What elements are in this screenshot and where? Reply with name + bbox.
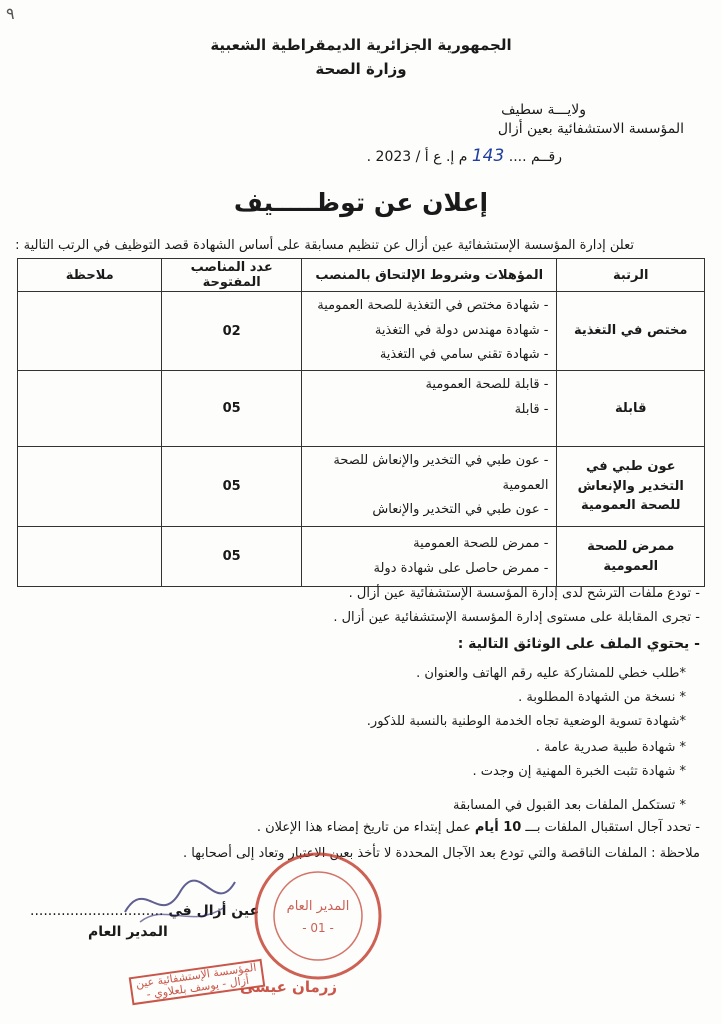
qualifications-cell — [301, 527, 557, 587]
svg-text:المدير العام: المدير العام — [286, 899, 350, 914]
signature-dots: .............................. — [30, 903, 164, 919]
qualification-item: - قابلة للصحة العمومية — [425, 377, 549, 393]
deadline-suffix: عمل إبتداء من تاريخ إمضاء هذا الإعلان . — [256, 820, 471, 835]
rank-cell: قابلة — [557, 371, 705, 447]
header-notes: ملاحظة — [18, 259, 162, 292]
reference-suffix: م إ. ع أ / 2023 . — [366, 149, 468, 165]
document-item: * تستكمل الملفات بعد القبول في المسابقة — [453, 798, 686, 813]
openings-cell: 05 — [162, 527, 301, 587]
openings-cell: 05 — [162, 371, 301, 447]
signature-place-label: عين أزال في — [168, 903, 260, 919]
rank-cell: عون طبي في التخدير والإنعاش للصحة العمومية — [557, 447, 705, 527]
qualifications-cell — [301, 371, 557, 447]
documents-heading: - يحتوي الملف على الوثائق التالية : — [457, 636, 700, 652]
condition-line: - تجرى المقابلة على مستوى إدارة المؤسسة الإستشفائية عين أزال . — [333, 610, 700, 625]
qualification-item: - قابلة — [514, 401, 549, 417]
republic-heading: الجمهورية الجزائرية الديمقراطية الشعبية — [210, 36, 512, 54]
condition-line: - تودع ملفات الترشح لدى إدارة المؤسسة الإستشفائية عين أزال . — [348, 586, 700, 601]
qualification-item: - شهادة مهندس دولة في التغذية — [374, 322, 549, 338]
ministry-heading: وزارة الصحة — [315, 60, 407, 78]
header-qualifications: المؤهلات وشروط الإلتحاق بالمنصب — [301, 259, 557, 292]
reference-line — [367, 146, 562, 166]
document-item: * نسخة من الشهادة المطلوبة . — [518, 690, 686, 705]
document-item: *شهادة تسوية الوضعية تجاه الخدمة الوطنية بالنسبة للذكور. — [366, 714, 686, 729]
stamp-name: زرمان عيسى — [240, 978, 338, 996]
round-stamp-icon — [248, 846, 388, 986]
notes-cell — [18, 371, 162, 447]
note-line: ملاحظة : الملفات الناقصة والتي تودع بعد الآجال المحددة لا تأخذ بعين الاعتبار وتعاد إلى أصحابها . — [182, 846, 700, 861]
reference-prefix: رقــم .... — [508, 149, 562, 165]
rank-cell: ممرض للصحة العمومية — [557, 527, 705, 587]
header-openings: عدد المناصب المفتوحة — [162, 259, 301, 292]
signature-title: المدير العام — [88, 924, 168, 940]
table-header-row — [18, 259, 705, 292]
qualification-item: - ممرض حاصل على شهادة دولة — [373, 560, 549, 576]
qualifications-cell — [301, 292, 557, 371]
header-rank: الرتبة — [557, 259, 705, 292]
reference-number: 143 — [471, 146, 505, 166]
notes-cell — [18, 527, 162, 587]
document-item: * شهادة طبية صدرية عامة . — [535, 740, 686, 755]
intro-paragraph: تعلن إدارة المؤسسة الإستشفائية عين أزال عن تنظيم مسابقة على أساس الشهادة قصد التوظيف في الرتب التالية : — [15, 238, 634, 253]
openings-cell: 05 — [162, 447, 301, 527]
qualification-item: - عون طبي في التخدير والإنعاش للصحة العمومية — [333, 453, 549, 493]
qualifications-cell — [301, 447, 557, 527]
qualification-item: - ممرض للصحة العمومية — [413, 535, 549, 551]
table-row — [18, 527, 705, 587]
table-row — [18, 292, 705, 371]
deadline-prefix: - تحدد آجال استقبال الملفات بـــ — [525, 820, 700, 835]
qualification-item: - عون طبي في التخدير والإنعاش — [372, 502, 549, 518]
institution-line: المؤسسة الاستشفائية بعين أزال — [497, 121, 684, 137]
page-number: ٩ — [6, 4, 15, 23]
positions-table — [17, 258, 705, 587]
qualification-item: - شهادة تقني سامي في التغذية — [379, 347, 549, 363]
document-item: *طلب خطي للمشاركة عليه رقم الهاتف والعنوان . — [416, 666, 686, 681]
svg-text:- 01 -: - 01 - — [302, 921, 334, 935]
signature-scribble-icon — [120, 872, 240, 932]
openings-cell: 02 — [162, 292, 301, 371]
rank-cell: مختص في التغذية — [557, 292, 705, 371]
qualification-item: - شهادة مختص في التغذية للصحة العمومية — [317, 298, 549, 313]
wilaya-line: ولايـــة سطيف — [501, 102, 586, 118]
deadline-days: 10 أيام — [474, 820, 522, 835]
deadline-line — [257, 820, 700, 835]
table-row — [18, 371, 705, 447]
rectangular-stamp: المؤسسة الإستشفائية عين أزال - يوسف بلعلاوي - — [129, 959, 266, 1005]
announcement-title: إعلان عن توظـــــيف — [233, 188, 489, 217]
document-item: * شهادة تثبت الخبرة المهنية إن وجدت . — [472, 764, 686, 779]
table-row — [18, 447, 705, 527]
notes-cell — [18, 292, 162, 371]
notes-cell — [18, 447, 162, 527]
